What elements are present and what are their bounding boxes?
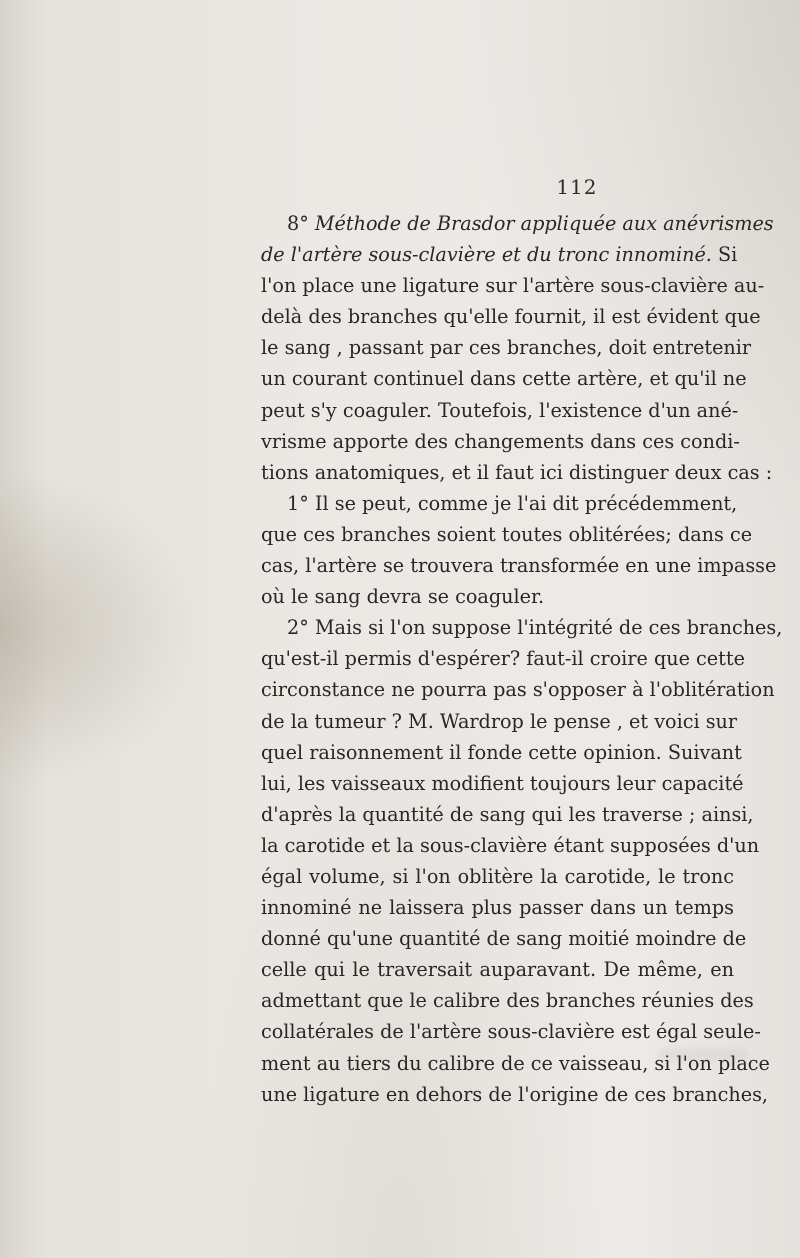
text-line xyxy=(261,985,754,1016)
text-segment: 8° xyxy=(287,212,315,235)
text-segment: le sang , passant par ces branches, doit entretenir xyxy=(261,336,752,360)
text-line xyxy=(261,706,738,737)
text-line xyxy=(261,830,760,861)
text-line xyxy=(261,208,774,239)
text-line xyxy=(261,799,754,830)
text-line xyxy=(261,923,747,954)
text-segment: ment au tiers du calibre de ce vaisseau, si l'on place xyxy=(261,1051,770,1075)
text-line xyxy=(261,363,747,394)
text-segment: peut s'y coaguler. Toutefois, l'existence d'un ané- xyxy=(261,398,739,422)
italic-text: Méthode de Brasdor appliquée aux anévrismes xyxy=(314,212,774,235)
text-segment: donné qu'une quantité de sang moitié moindre de xyxy=(261,927,747,951)
text-line xyxy=(261,457,773,488)
page-number xyxy=(0,175,800,199)
text-segment: qu'est-il permis d'espérer? faut-il croire que cette xyxy=(261,647,745,671)
text-segment: collatérales de l'artère sous-clavière est égal seule- xyxy=(261,1020,761,1044)
text-line xyxy=(261,426,740,457)
text-line xyxy=(261,332,752,363)
text-segment: d'après la quantité de sang qui les traverse ; ainsi, xyxy=(261,802,754,826)
text-line xyxy=(261,954,734,985)
text-segment: innominé ne laissera plus passer dans un temps xyxy=(261,896,734,920)
text-segment: que ces branches soient toutes oblitérées; dans ce xyxy=(261,522,753,546)
text-segment: la carotide et la sous-clavière étant supposées d'un xyxy=(261,833,760,857)
text-segment: celle qui le traversait auparavant. De même, en xyxy=(261,958,734,982)
text-line xyxy=(261,768,744,799)
text-line xyxy=(261,395,739,426)
text-segment: vrisme apporte des changements dans ces condi- xyxy=(261,429,740,453)
text-segment: admettant que le calibre des branches réunies des xyxy=(261,989,754,1013)
text-line xyxy=(261,550,777,581)
text-line xyxy=(261,674,775,705)
text-line xyxy=(261,581,734,612)
text-segment: l'on place une ligature sur l'artère sous-clavière au- xyxy=(261,274,765,298)
text-segment: où le sang devra se coaguler. xyxy=(261,585,545,609)
text-line xyxy=(261,612,783,643)
body-text xyxy=(261,208,783,1110)
text-line xyxy=(261,892,734,923)
text-line xyxy=(261,643,745,674)
text-line xyxy=(261,737,742,768)
text-line xyxy=(261,1079,769,1110)
text-segment: cas, l'artère se trouvera transformée en une impasse xyxy=(261,554,777,578)
ink-smudge xyxy=(658,1048,748,1062)
text-segment: lui, les vaisseaux modifient toujours leur capacité xyxy=(261,771,744,795)
text-segment: 2° Mais si l'on suppose l'intégrité de ces branches, xyxy=(287,616,783,640)
text-segment: de la tumeur ? M. Wardrop le pense , et voici sur xyxy=(261,709,738,733)
page-number-text: 112 xyxy=(556,175,598,199)
text-line xyxy=(261,270,765,301)
text-line xyxy=(261,488,738,519)
text-line xyxy=(261,301,761,332)
text-line xyxy=(261,519,753,550)
text-segment: un courant continuel dans cette artère, et qu'il ne xyxy=(261,367,747,391)
text-segment: une ligature en dehors de l'origine de ces branches, xyxy=(261,1082,769,1106)
text-segment: circonstance ne pourra pas s'opposer à l'oblitération xyxy=(261,678,775,702)
text-line xyxy=(261,239,738,270)
text-line xyxy=(261,1016,761,1047)
text-segment: tions anatomiques, et il faut ici distinguer deux cas : xyxy=(261,460,773,484)
text-segment: 1° Il se peut, comme je l'ai dit précédemment, xyxy=(287,491,738,515)
text-line xyxy=(261,861,734,892)
text-segment: delà des branches qu'elle fournit, il est évident que xyxy=(261,305,761,329)
text-segment: Si xyxy=(711,243,738,267)
text-segment: quel raisonnement il fonde cette opinion. Suivant xyxy=(261,740,742,764)
italic-text: de l'artère sous-clavière et du tronc innominé. xyxy=(261,243,712,267)
text-segment: égal volume, si l'on oblitère la carotide, le tronc xyxy=(261,864,734,888)
